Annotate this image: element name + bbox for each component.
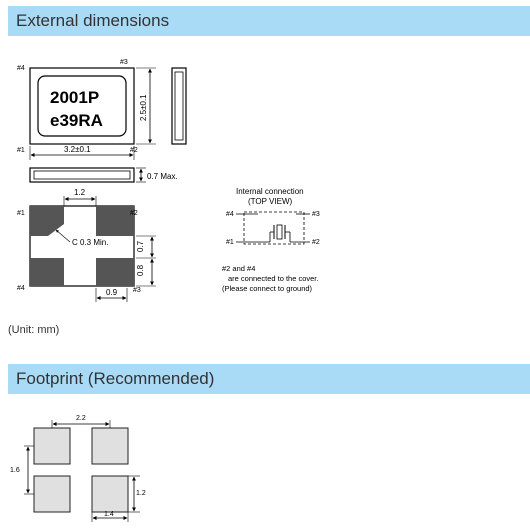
conn-pin1-label: #1 bbox=[226, 239, 234, 246]
conn-pin4-label: #4 bbox=[226, 211, 234, 218]
connection-title: Internal connection bbox=[236, 187, 304, 196]
footprint-pad-bottom-left bbox=[34, 476, 70, 512]
top-pin4-label: #4 bbox=[17, 65, 25, 72]
footprint-width-label: 2.2 bbox=[76, 415, 86, 422]
marking-line2: e39RA bbox=[50, 111, 103, 130]
unit-note: (Unit: mm) bbox=[8, 324, 60, 336]
conn-pin3-label: #3 bbox=[312, 211, 320, 218]
bottom-pad-3 bbox=[96, 258, 134, 286]
footprint-pad-top-right bbox=[92, 428, 128, 464]
marking-line1: 2001P bbox=[50, 88, 100, 107]
bottom-pad-4 bbox=[30, 258, 64, 286]
external-dimensions-title: External dimensions bbox=[16, 11, 170, 30]
side-view-drawing bbox=[30, 168, 178, 182]
bottom-pin3-label: #3 bbox=[133, 287, 141, 294]
side-height-label: 0.7 Max. bbox=[147, 172, 178, 181]
pad-height-label: 0.8 bbox=[136, 264, 145, 276]
bottom-pin2-label: #2 bbox=[130, 210, 138, 217]
crystal-symbol bbox=[277, 225, 282, 239]
top-pin3-label: #3 bbox=[120, 59, 128, 66]
internal-connection-diagram bbox=[222, 187, 320, 293]
top-view-drawing bbox=[17, 59, 186, 160]
footprint-pad-bottom-right bbox=[92, 476, 128, 512]
connection-note-line2: are connected to the cover. bbox=[228, 274, 319, 283]
pad-spacing-label: 1.2 bbox=[74, 188, 86, 197]
footprint-pad-height-label: 1.2 bbox=[136, 490, 146, 497]
connection-note-line3: (Please connect to ground) bbox=[222, 284, 313, 293]
footprint-header bbox=[8, 364, 530, 394]
width-dimension-label: 3.2±0.1 bbox=[64, 145, 91, 154]
footprint-pad-width-label: 1.4 bbox=[104, 511, 114, 518]
bottom-view-drawing bbox=[17, 188, 156, 302]
connection-subtitle: (TOP VIEW) bbox=[248, 197, 293, 206]
top-pin1-label: #1 bbox=[17, 147, 25, 154]
footprint-drawing bbox=[10, 415, 146, 522]
height-dimension-label: 2.5±0.1 bbox=[139, 94, 148, 121]
bottom-pad-2 bbox=[96, 206, 134, 236]
footprint-height-label: 1.6 bbox=[10, 467, 20, 474]
pad-width-label: 0.9 bbox=[106, 288, 118, 297]
bottom-pin1-label: #1 bbox=[17, 210, 25, 217]
footprint-title: Footprint (Recommended) bbox=[16, 369, 215, 388]
bottom-pin4-label: #4 bbox=[17, 285, 25, 292]
chamfer-label: C 0.3 Min. bbox=[72, 238, 109, 247]
conn-pin2-label: #2 bbox=[312, 239, 320, 246]
connection-note-line1: #2 and #4 bbox=[222, 264, 256, 273]
footprint-pad-top-left bbox=[34, 428, 70, 464]
pad-gap-label: 0.7 bbox=[136, 240, 145, 252]
top-pin2-label: #2 bbox=[130, 147, 138, 154]
